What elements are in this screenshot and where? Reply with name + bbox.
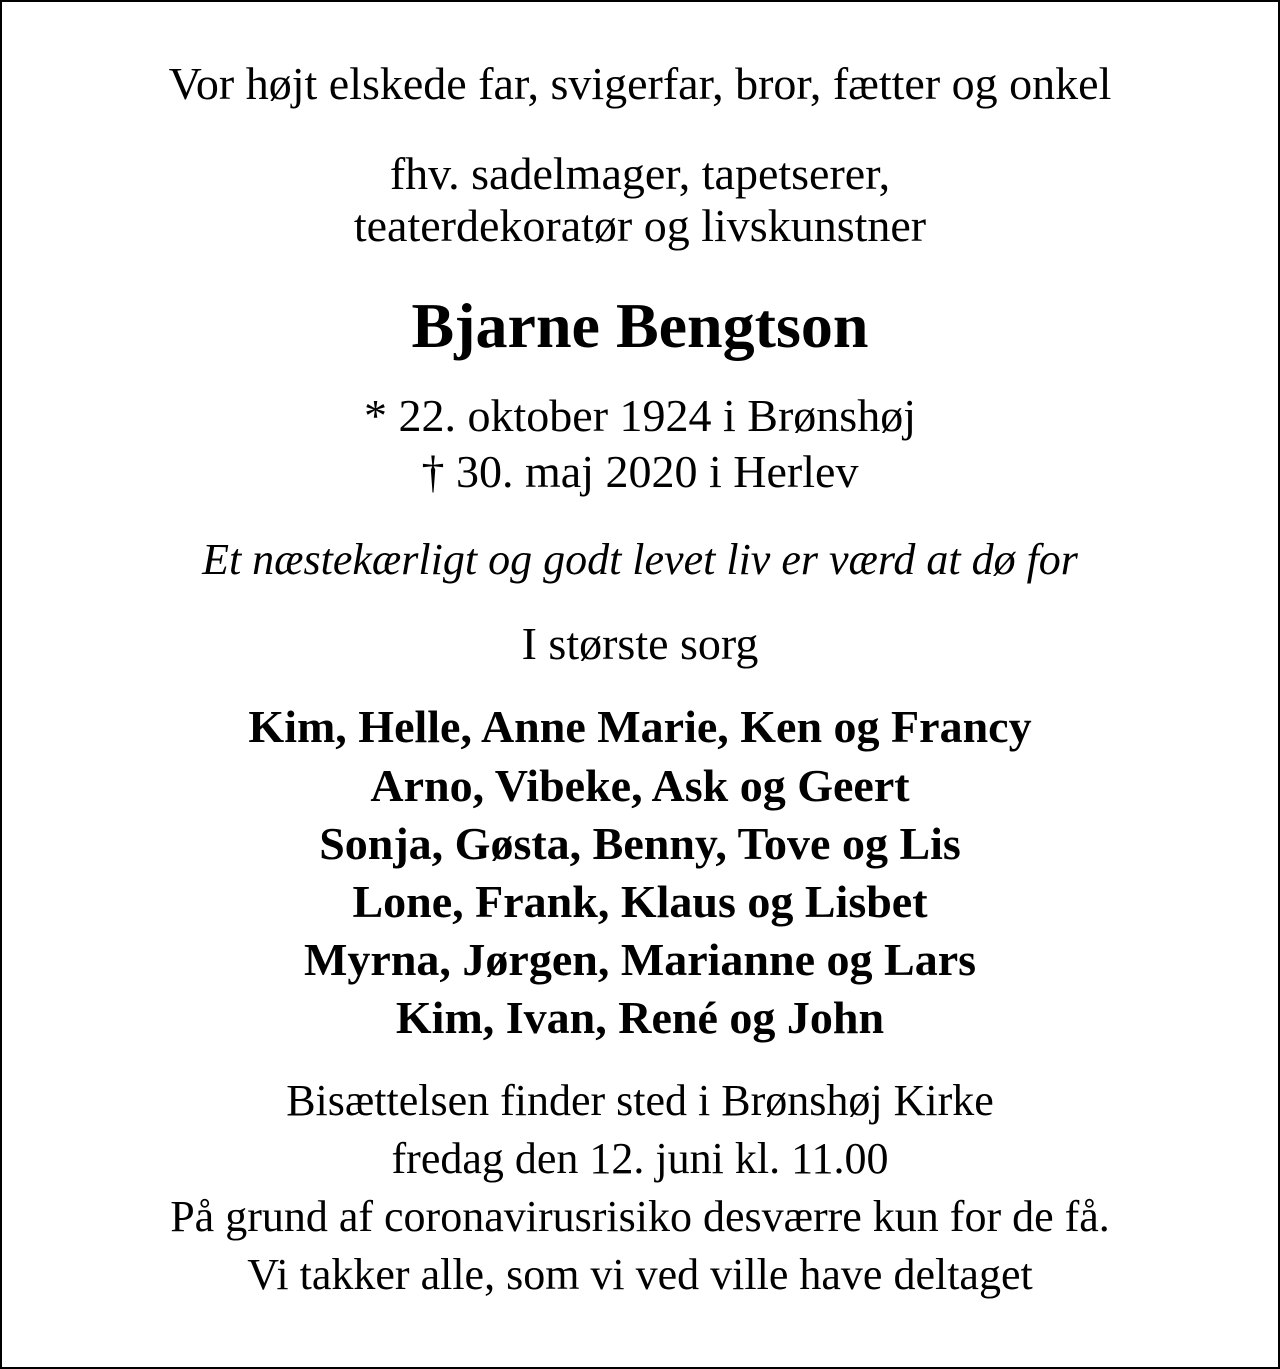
- funeral-line: fredag den 12. juni kl. 11.00: [391, 1134, 889, 1183]
- family-line: Sonja, Gøsta, Benny, Tove og Lis: [319, 818, 961, 869]
- family-line: Arno, Vibeke, Ask og Geert: [370, 760, 910, 811]
- family-line: Myrna, Jørgen, Marianne og Lars: [303, 934, 977, 985]
- occupation-line-2: teaterdekoratør og livskunstner: [353, 200, 927, 251]
- birth-date: * 22. oktober 1924 i Brønshøj: [364, 390, 916, 441]
- funeral-line: På grund af coronavirusrisiko desværre kun for de få.: [170, 1192, 1110, 1241]
- deceased-name: Bjarne Bengtson: [411, 290, 869, 361]
- funeral-line: Vi takker alle, som vi ved ville have deltaget: [247, 1250, 1033, 1299]
- family-line: Kim, Ivan, René og John: [395, 992, 885, 1043]
- intro-text: Vor højt elskede far, svigerfar, bror, fætter og onkel: [168, 58, 1112, 109]
- motto-text: Et næstekærligt og godt levet liv er værd at dø for: [202, 535, 1078, 584]
- funeral-line: Bisættelsen finder sted i Brønshøj Kirke: [286, 1076, 994, 1125]
- death-date: † 30. maj 2020 i Herlev: [421, 446, 859, 497]
- occupation-line-1: fhv. sadelmager, tapetserer,: [389, 148, 891, 199]
- sorrow-text: I største sorg: [521, 618, 759, 669]
- family-line: Kim, Helle, Anne Marie, Ken og Francy: [248, 701, 1032, 752]
- family-line: Lone, Frank, Klaus og Lisbet: [352, 876, 928, 927]
